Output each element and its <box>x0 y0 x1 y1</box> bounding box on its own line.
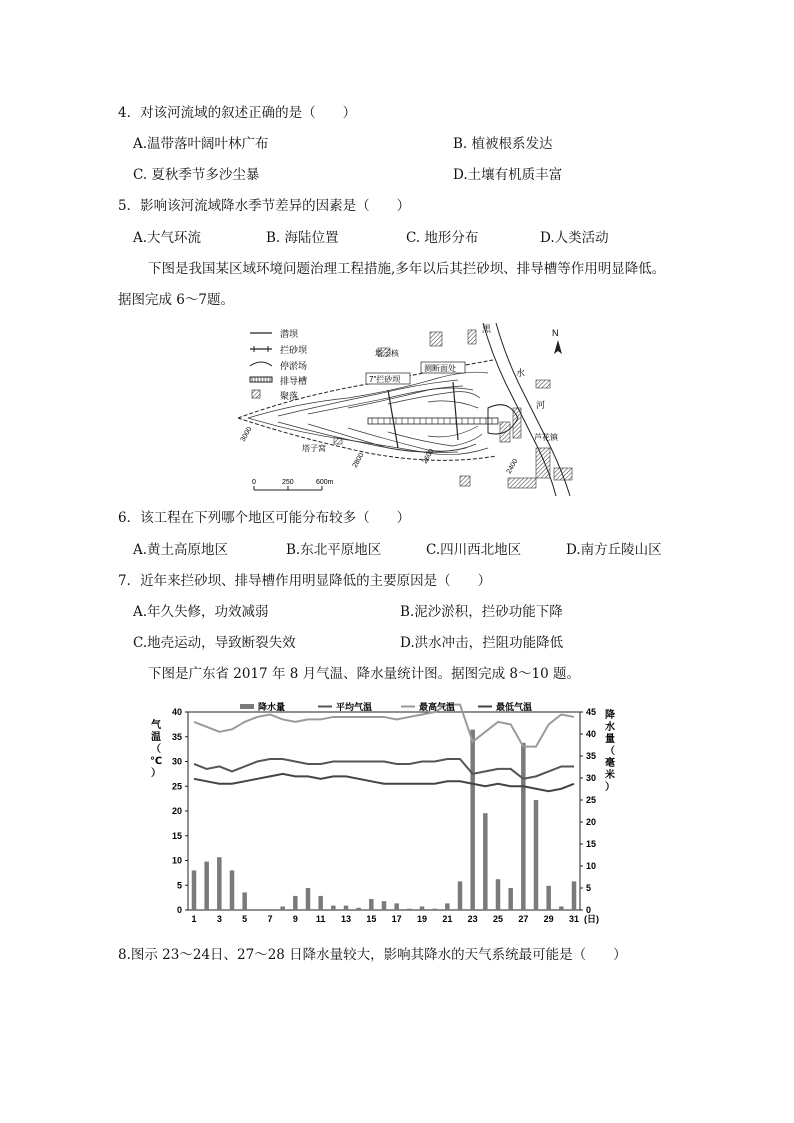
precip-bar <box>432 909 437 910</box>
q7-option-d[interactable]: D.洪水冲击，拦阻功能降低 <box>400 635 564 651</box>
label-contour-2600: 2600 <box>421 448 436 465</box>
north-arrow-icon <box>552 328 562 354</box>
y-right-axis-label-char: 降 <box>605 710 615 721</box>
precip-bar <box>268 909 273 910</box>
q4-stem: 4．对该河流域的叙述正确的是（ ） <box>118 105 357 121</box>
y-left-axis-label-char: 温 <box>151 732 161 743</box>
y-left-tick-label: 30 <box>171 756 182 767</box>
precip-bar <box>382 901 387 910</box>
y-right-axis-label-char: （ <box>605 746 615 757</box>
series-line-avg-temp <box>194 759 574 779</box>
x-tick-label: 9 <box>292 914 298 924</box>
svg-text:600m: 600m <box>316 479 334 486</box>
y-left-axis-label-char: 气 <box>151 720 161 731</box>
svg-text:N: N <box>552 328 559 338</box>
y-right-tick-label: 5 <box>586 883 592 893</box>
y-right-axis-label-char: 水 <box>605 722 615 733</box>
precip-bar <box>508 888 512 910</box>
legend-juluo: 聚落 <box>280 391 299 401</box>
precip-bar <box>280 906 285 910</box>
y-right-tick-label: 35 <box>586 751 597 761</box>
y-right-tick-label: 10 <box>586 861 597 871</box>
x-tick-label: 31 <box>568 914 580 924</box>
y-left-tick-label: 25 <box>171 781 182 792</box>
x-tick-label: 25 <box>492 914 504 924</box>
intro-8-10: 下图是广东省 2017 年 8 月气温、降水量统计图。据图完成 8～10 题。 <box>148 666 580 682</box>
label-contour-3000: 3000 <box>239 426 254 443</box>
precip-bar <box>534 800 539 910</box>
y-right-tick-label: 15 <box>586 839 597 849</box>
y-left-axis-label-char: ℃ <box>149 756 163 767</box>
precip-bar <box>496 879 501 910</box>
legend-paidaocao: 排导槽 <box>280 376 308 386</box>
q4-option-d[interactable]: D.土壤有机质丰富 <box>453 167 563 183</box>
precip-bar <box>521 743 526 910</box>
y-right-tick-label: 20 <box>586 817 597 827</box>
y-right-tick-label: 0 <box>586 905 592 915</box>
precip-bar <box>394 903 399 910</box>
precip-bar <box>420 906 425 910</box>
q7-option-a[interactable]: A.年久失修，功效减弱 <box>133 604 269 620</box>
precip-bar <box>318 896 323 910</box>
y-left-axis-label-char: （ <box>151 744 161 755</box>
x-tick-label: 29 <box>543 914 554 924</box>
drainage-channel <box>368 418 498 424</box>
precip-bar <box>369 899 374 910</box>
precip-bar <box>407 909 412 910</box>
precip-bar <box>331 906 336 910</box>
precip-bar <box>192 870 197 910</box>
x-tick-label: 5 <box>242 914 248 924</box>
precip-bar <box>470 730 475 910</box>
label-luhua: 芦花镇 <box>534 433 558 442</box>
q5-option-d[interactable]: D.人类活动 <box>540 230 609 246</box>
legend-qianba: 潜坝 <box>280 329 299 339</box>
precip-bar <box>204 862 209 910</box>
label-section: 测断面处 <box>424 364 456 373</box>
engineering-map <box>238 318 590 496</box>
y-right-axis-label-char: ） <box>605 782 615 793</box>
y-left-tick-label: 10 <box>171 855 182 866</box>
y-left-tick-label: 15 <box>171 830 182 841</box>
intro-6-7-line1: 下图是我国某区域环境问题治理工程措施,多年以后其拦砂坝、排导槽等作用明显降低。 <box>148 261 666 277</box>
x-tick-label: 13 <box>340 914 352 924</box>
x-tick-label: 21 <box>442 914 453 924</box>
legend-label: 最高气温 <box>419 702 456 712</box>
q6-stem: 6．该工程在下列哪个地区可能分布较多（ ） <box>118 510 411 526</box>
q4-option-a[interactable]: A.温带落叶阔叶林广布 <box>133 136 269 152</box>
legend-label: 最低气温 <box>496 702 533 712</box>
q4-option-b[interactable]: B. 植被根系发达 <box>453 136 553 152</box>
y-left-tick-label: 5 <box>176 880 182 891</box>
label-contour-2800: 2800 <box>351 452 366 469</box>
q6-option-d[interactable]: D.南方丘陵山区 <box>566 542 662 558</box>
y-right-tick-label: 25 <box>586 795 597 805</box>
y-right-axis-label-char: 毫 <box>605 758 615 769</box>
climate-chart <box>148 698 618 930</box>
y-left-axis-label-char: ） <box>151 768 161 779</box>
q6-option-b[interactable]: B.东北平原地区 <box>286 542 382 558</box>
q4-option-c[interactable]: C. 夏秋季节多沙尘暴 <box>133 167 260 183</box>
svg-text:250: 250 <box>282 479 294 486</box>
y-right-tick-label: 45 <box>586 707 597 717</box>
precip-bar <box>546 886 551 910</box>
label-he: 河 <box>536 400 546 410</box>
label-hei: 黑 <box>482 324 492 334</box>
legend-lanshaba: 拦砂坝 <box>280 345 308 355</box>
map-legend <box>250 328 308 401</box>
precip-bar <box>242 892 247 910</box>
q6-option-a[interactable]: A.黄土高原地区 <box>133 542 229 558</box>
legend-swatch-precip <box>240 704 254 709</box>
dam-section <box>453 382 458 440</box>
x-unit-label: (日) <box>584 914 599 924</box>
label-contour-2400: 2400 <box>505 458 520 475</box>
scale-bar <box>252 479 334 490</box>
legend-tingyuchang: 停淤场 <box>280 361 308 371</box>
precip-bar <box>293 896 298 910</box>
y-right-tick-label: 40 <box>586 729 597 739</box>
q5-option-a[interactable]: A.大气环流 <box>133 230 202 246</box>
precip-bar <box>255 909 260 910</box>
precip-bar <box>344 906 349 910</box>
q5-stem: 5．影响该河流域降水季节差异的因素是（ ） <box>118 198 411 214</box>
x-tick-label: 1 <box>191 914 197 924</box>
y-right-tick-label: 30 <box>586 773 597 783</box>
x-tick-label: 3 <box>216 914 222 924</box>
legend-label: 降水量 <box>258 702 286 712</box>
y-left-tick-label: 40 <box>171 707 182 717</box>
precip-bar <box>217 857 222 910</box>
precip-bar <box>306 888 311 910</box>
y-left-tick-label: 0 <box>176 905 182 915</box>
x-tick-label: 23 <box>467 914 478 924</box>
intro-6-7-line2: 据图完成 6～7题。 <box>118 292 234 308</box>
legend-label: 平均气温 <box>336 702 373 712</box>
q7-option-b[interactable]: B.泥沙淤积，拦砂功能下降 <box>400 604 563 620</box>
x-tick-label: 7 <box>267 914 273 924</box>
precip-bar <box>458 881 463 910</box>
q5-option-c[interactable]: C. 地形分布 <box>406 230 479 246</box>
q7-stem: 7．近年来拦砂坝、排导槽作用明显降低的主要原因是（ ） <box>118 573 492 589</box>
precip-bar <box>572 881 577 910</box>
y-right-axis-label-char: 量 <box>605 734 615 745</box>
label-taziwo: 塔子窝 <box>302 444 326 453</box>
label-dam7: 7"拦砂坝 <box>369 375 401 384</box>
x-tick-label: 19 <box>416 914 428 924</box>
y-left-tick-label: 20 <box>171 806 182 816</box>
q8-stem: 8.图示 23～24日、27～28 日降水量较大，影响其降水的天气系统最可能是（ ） <box>118 947 627 963</box>
y-left-tick-label: 35 <box>171 731 182 742</box>
label-tazihe: 塔子核 <box>375 349 399 358</box>
x-tick-label: 17 <box>391 914 402 924</box>
q6-option-c[interactable]: C.四川西北地区 <box>426 542 522 558</box>
precip-bar <box>483 813 488 910</box>
y-right-axis-label-char: 米 <box>605 770 615 781</box>
precip-bar <box>230 870 235 910</box>
svg-text:0: 0 <box>252 479 256 486</box>
precip-bar <box>445 903 450 910</box>
precip-bar <box>356 908 361 910</box>
series-line-min-temp <box>194 774 574 791</box>
x-tick-label: 15 <box>366 914 377 924</box>
x-tick-label: 27 <box>518 914 529 924</box>
x-tick-label: 11 <box>315 914 326 924</box>
precip-bar <box>559 906 564 910</box>
label-shui: 水 <box>516 368 526 378</box>
q5-option-b[interactable]: B. 海陆位置 <box>266 230 339 246</box>
q7-option-c[interactable]: C.地壳运动，导致断裂失效 <box>133 635 296 651</box>
